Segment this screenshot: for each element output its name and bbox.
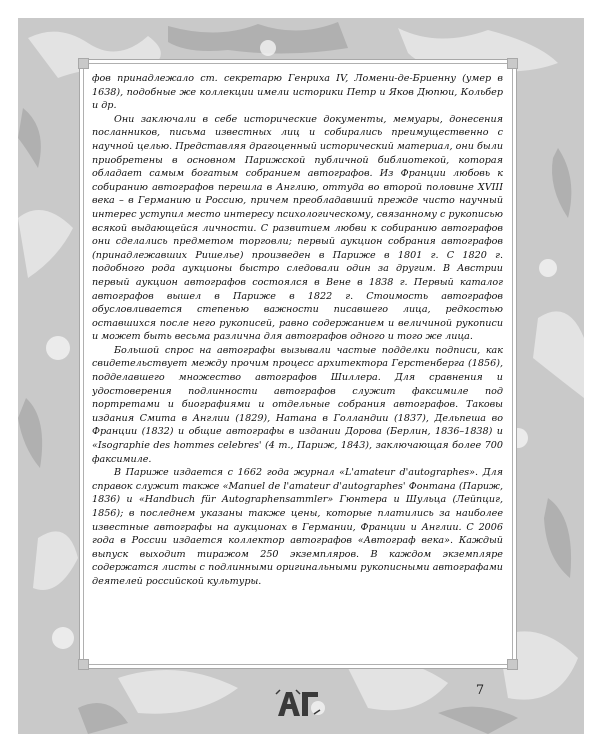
- body-text: [92, 72, 503, 657]
- paragraph: Большой спрос на автографы вызывали частые подделки подписи, как свидетельствует между прочим процесс архитектора Герстенберга (1856), подделавшего множество автографов Шиллера. Для сравнения и удостоверения подлинности автографов служит факсимиле под портретами и биографиями и отдельные собрания автографов. Таковы издания Смита в Англии (1829), Натана в Голландии (1837), Дельпеша во Франции (1832) и общие автографы в издании Дорова (Берлин, 1836–1838) и «Isographie des hommes celebres' (4 т., Париж, 1843), заключающая более 700 факсимиле.: [92, 344, 503, 465]
- frame-corner: [78, 659, 89, 670]
- paragraph: фов принадлежало ст. секретарю Генриха IV, Ломени-де-Бриенну (умер в 1638), подобные же коллекции имели историки Петр и Яков Дюпюи, Кольбер и др.: [92, 73, 503, 112]
- text-frame: [83, 63, 513, 665]
- logo-icon: [274, 688, 322, 718]
- page-number: 7: [475, 683, 485, 698]
- frame-corner: [507, 659, 518, 670]
- paragraph: В Париже издается с 1662 года журнал «L'amateur d'autographes». Для справок служит также «Manuel de l'amateur d'autographes' Фонтана (Париж, 1836) и «Handbuch für Autographensammler» Гюнтера и Шульца (Лейпциг, 1856); в последнем указаны также цены, которые платились за наиболее известные автографы на аукционах в Германии, Франции и Англии. С 2006 года в России издается коллектор автографов «Автограф века». Каждый выпуск выходит тиражом 250 экземпляров. В каждом экземпляре содержатся листы с подлинными оригинальными рукописными автографами деятелей российской культуры.: [92, 467, 503, 587]
- paragraph: Они заключали в себе исторические документы, мемуары, донесения посланников, письма известных лиц и собирались преимущественно с научной целью. Представляя драгоценный исторический материал, они были приобретены в основном Парижской публичной библиотекой, которая обладает самым богатым собранием автографов. Из Франции любовь к собиранию автографов перешла в Англию, оттуда во второй половине XVIII века – в Германию и Россию, причем преобладавший прежде чисто научный интерес уступил место интересу психологическому, связанному с рукописью всякой выдающейся личности. С развитием любви к собиранию автографов они сделались предметом торговли; первый аукцион собрания автографов (принадлежавших Ришелье) произведен в Париже в 1801 г. С 1820 г. подобного рода аукционы быстро следовали один за другим. В Австрии первый аукцион автографов состоялся в Вене в 1838 г. Первый каталог автографов вышел в Париже в 1822 г. Стоимость автографов обусловливается степенью важности писавшего лица, редкостью оставшихся после него рукописей, равно содержанием и величиной рукописи и может быть весьма различна для автографов одного и того же лица.: [92, 113, 503, 343]
- publisher-logo: [274, 688, 322, 718]
- frame-corner: [507, 58, 518, 69]
- frame-corner: [78, 58, 89, 69]
